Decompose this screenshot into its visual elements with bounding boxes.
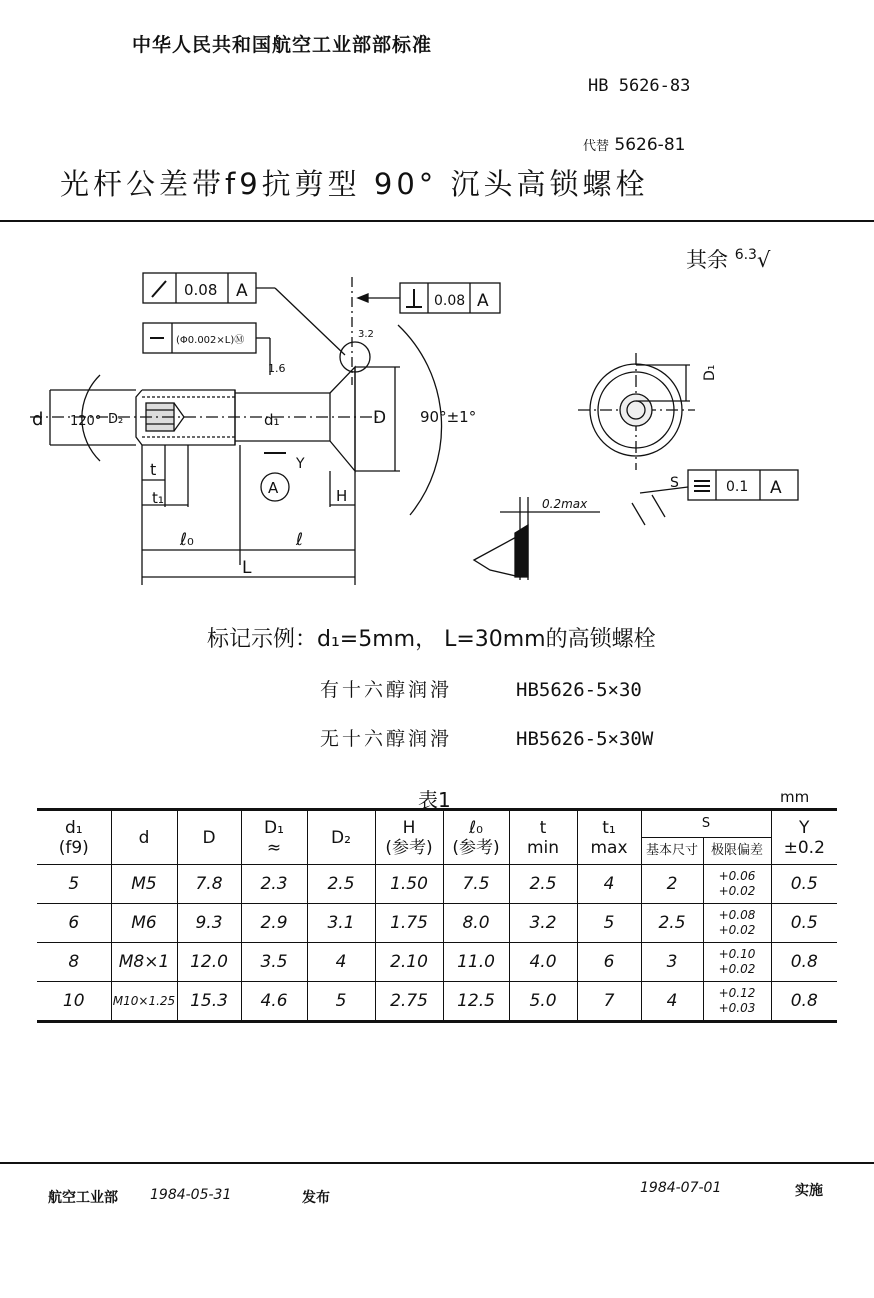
cell-D: 7.8: [177, 865, 241, 904]
table-row: [37, 865, 837, 904]
cell-d: M10×1.25: [111, 982, 177, 1022]
cell-D1: 2.3: [241, 865, 307, 904]
roughness-value: 6.3: [734, 247, 757, 263]
cell-deviation: [703, 904, 771, 943]
col-t: [509, 811, 577, 865]
angle-120: 120°: [70, 414, 102, 429]
marking-example: [207, 622, 656, 653]
cell-S: 2.5: [641, 904, 703, 943]
angle-90: 90°±1°: [420, 408, 477, 426]
replaces-line: [583, 135, 685, 155]
bolt-end-view: [578, 353, 798, 525]
cell-Y: 0.8: [771, 982, 837, 1022]
cell-t1: 6: [577, 943, 641, 982]
dim-S: S: [670, 475, 679, 491]
col-t-sub: min: [526, 837, 560, 858]
cell-D1: 2.9: [241, 904, 307, 943]
col-d: d: [111, 811, 177, 865]
col-S-deviation: 极限偏差: [703, 838, 771, 865]
cell-l0: 8.0: [443, 904, 509, 943]
cell-Y: 0.5: [771, 904, 837, 943]
footer-issuer: 航空工业部: [48, 1190, 118, 1206]
dim-d1: d₁: [264, 411, 280, 429]
runout-datum: A: [236, 281, 248, 301]
cell-H: 2.10: [375, 943, 443, 982]
col-D1: [241, 811, 307, 865]
deviation-upper: +0.10: [718, 947, 756, 961]
table-unit: mm: [780, 788, 810, 806]
marking-example-line: 标记示例：d₁=5mm， L=30mm的高锁螺栓: [207, 627, 656, 652]
cell-D: 9.3: [177, 904, 241, 943]
cell-d1: 8: [37, 943, 111, 982]
dim-L: L: [242, 558, 252, 578]
table-row: [37, 904, 837, 943]
dimension-table: [37, 810, 837, 1023]
footer-rule: [0, 1162, 874, 1164]
dim-l0: ℓ₀: [180, 530, 194, 550]
col-D1-sub: ≈: [266, 837, 282, 858]
runout-value: 0.08: [184, 281, 218, 299]
straightness-value: (Φ0.002×L)Ⓜ: [176, 335, 245, 346]
replaces-code: 5626-81: [614, 135, 686, 155]
cell-t1: 7: [577, 982, 641, 1022]
cell-H: 1.75: [375, 904, 443, 943]
header-rule: [0, 220, 874, 222]
col-Y: [771, 811, 837, 865]
dim-H: H: [336, 487, 348, 505]
col-Y-sub: ±0.2: [783, 837, 825, 858]
roughness-1-6: 1.6: [268, 362, 286, 375]
deviation-lower: +0.02: [718, 962, 756, 976]
col-D: D: [177, 811, 241, 865]
col-S-basic: 基本尺寸: [641, 838, 703, 865]
dim-D2: D₂: [108, 412, 124, 427]
col-Y-label: Y: [799, 817, 810, 838]
cell-d: M6: [111, 904, 177, 943]
footer-issue-date: 1984-05-31: [150, 1187, 232, 1203]
example-row-dry: [320, 724, 653, 751]
deviation-lower: +0.02: [718, 884, 756, 898]
deviation-upper: +0.08: [718, 908, 756, 922]
cell-t: 3.2: [509, 904, 577, 943]
example-label: 有十六醇润滑: [320, 679, 453, 701]
standard-code: HB 5626-83: [588, 76, 691, 96]
perpendicularity-frame: [352, 277, 500, 385]
cell-d1: 5: [37, 865, 111, 904]
dim-l: ℓ: [296, 530, 304, 550]
cell-d: M5: [111, 865, 177, 904]
cell-D: 15.3: [177, 982, 241, 1022]
col-t1-sub: max: [590, 837, 628, 858]
deviation-upper: +0.06: [718, 869, 756, 883]
dim-t1: t₁: [152, 489, 164, 507]
roughness-3-2: 3.2: [358, 329, 374, 340]
perpendicularity-value: 0.08: [434, 293, 466, 309]
deviation-upper: +0.12: [718, 986, 756, 1000]
cell-d1: 10: [37, 982, 111, 1022]
deviation-lower: +0.03: [718, 1001, 756, 1015]
cell-l0: 7.5: [443, 865, 509, 904]
bolt-side-view: [30, 325, 476, 585]
cell-D2: 3.1: [307, 904, 375, 943]
table-caption: 表1: [418, 788, 451, 812]
col-t-label: t: [539, 817, 547, 838]
col-S: S: [641, 811, 771, 838]
example-code: HB5626-5×30: [516, 679, 642, 701]
col-l0-sub: (参考): [452, 837, 500, 858]
cell-t: 5.0: [509, 982, 577, 1022]
cell-deviation: [703, 982, 771, 1022]
slot-max: 0.2max: [542, 497, 588, 511]
cell-deviation: [703, 943, 771, 982]
bolt-drawing: [0, 225, 874, 590]
example-row-lubricated: [320, 675, 642, 702]
roughness-label: 其余: [686, 248, 728, 272]
cell-S: 3: [641, 943, 703, 982]
symmetry-datum: A: [770, 478, 782, 498]
cell-D2: 2.5: [307, 865, 375, 904]
cell-D: 12.0: [177, 943, 241, 982]
table-header-row: [37, 811, 837, 838]
col-D1-label: D₁: [264, 817, 284, 838]
cell-H: 2.75: [375, 982, 443, 1022]
cell-t1: 5: [577, 904, 641, 943]
cell-l0: 11.0: [443, 943, 509, 982]
col-H-sub: (参考): [385, 837, 433, 858]
col-l0: [443, 811, 509, 865]
cell-D2: 5: [307, 982, 375, 1022]
cell-S: 2: [641, 865, 703, 904]
cell-D2: 4: [307, 943, 375, 982]
table-row: [37, 982, 837, 1022]
dim-D1: D₁: [702, 364, 718, 381]
cell-D1: 4.6: [241, 982, 307, 1022]
dim-D: D: [373, 408, 387, 428]
dim-Y: Y: [296, 456, 305, 472]
cell-d: M8×1: [111, 943, 177, 982]
table-row: [37, 943, 837, 982]
slot-detail: [474, 497, 600, 580]
document-title: 光杆公差带f9抗剪型 90° 沉头高锁螺栓: [60, 167, 649, 201]
col-d1-sub: (f9): [58, 837, 89, 858]
cell-d1: 6: [37, 904, 111, 943]
footer-effective-word: 实施: [795, 1183, 823, 1199]
symmetry-value: 0.1: [726, 479, 749, 495]
issuing-organization: 中华人民共和国航空工业部部标准: [132, 34, 433, 56]
cell-H: 1.50: [375, 865, 443, 904]
cell-t: 4.0: [509, 943, 577, 982]
straightness-frame: [143, 323, 270, 375]
cell-S: 4: [641, 982, 703, 1022]
cell-D1: 3.5: [241, 943, 307, 982]
cell-t1: 4: [577, 865, 641, 904]
replaces-prefix: 代替: [583, 139, 610, 154]
col-l0-label: ℓ₀: [469, 817, 483, 838]
example-code: HB5626-5×30W: [516, 728, 654, 750]
datum-A-label: A: [268, 479, 279, 497]
col-D2: D₂: [307, 811, 375, 865]
example-label: 无十六醇润滑: [320, 728, 453, 750]
cell-deviation: [703, 865, 771, 904]
col-H-label: H: [402, 817, 416, 838]
footer-effective-date: 1984-07-01: [640, 1180, 722, 1196]
cell-l0: 12.5: [443, 982, 509, 1022]
cell-t: 2.5: [509, 865, 577, 904]
perpendicularity-datum: A: [477, 291, 489, 311]
deviation-lower: +0.02: [718, 923, 756, 937]
col-H: [375, 811, 443, 865]
dim-t: t: [150, 460, 157, 479]
dim-d: d: [32, 409, 44, 430]
footer-issue-word: 发布: [302, 1190, 330, 1206]
col-d1-label: d₁: [64, 817, 83, 838]
roughness-check-icon: √: [756, 248, 771, 272]
col-d1: [37, 811, 111, 865]
col-t1-label: t₁: [602, 817, 616, 838]
cell-Y: 0.8: [771, 943, 837, 982]
cell-Y: 0.5: [771, 865, 837, 904]
col-t1: [577, 811, 641, 865]
